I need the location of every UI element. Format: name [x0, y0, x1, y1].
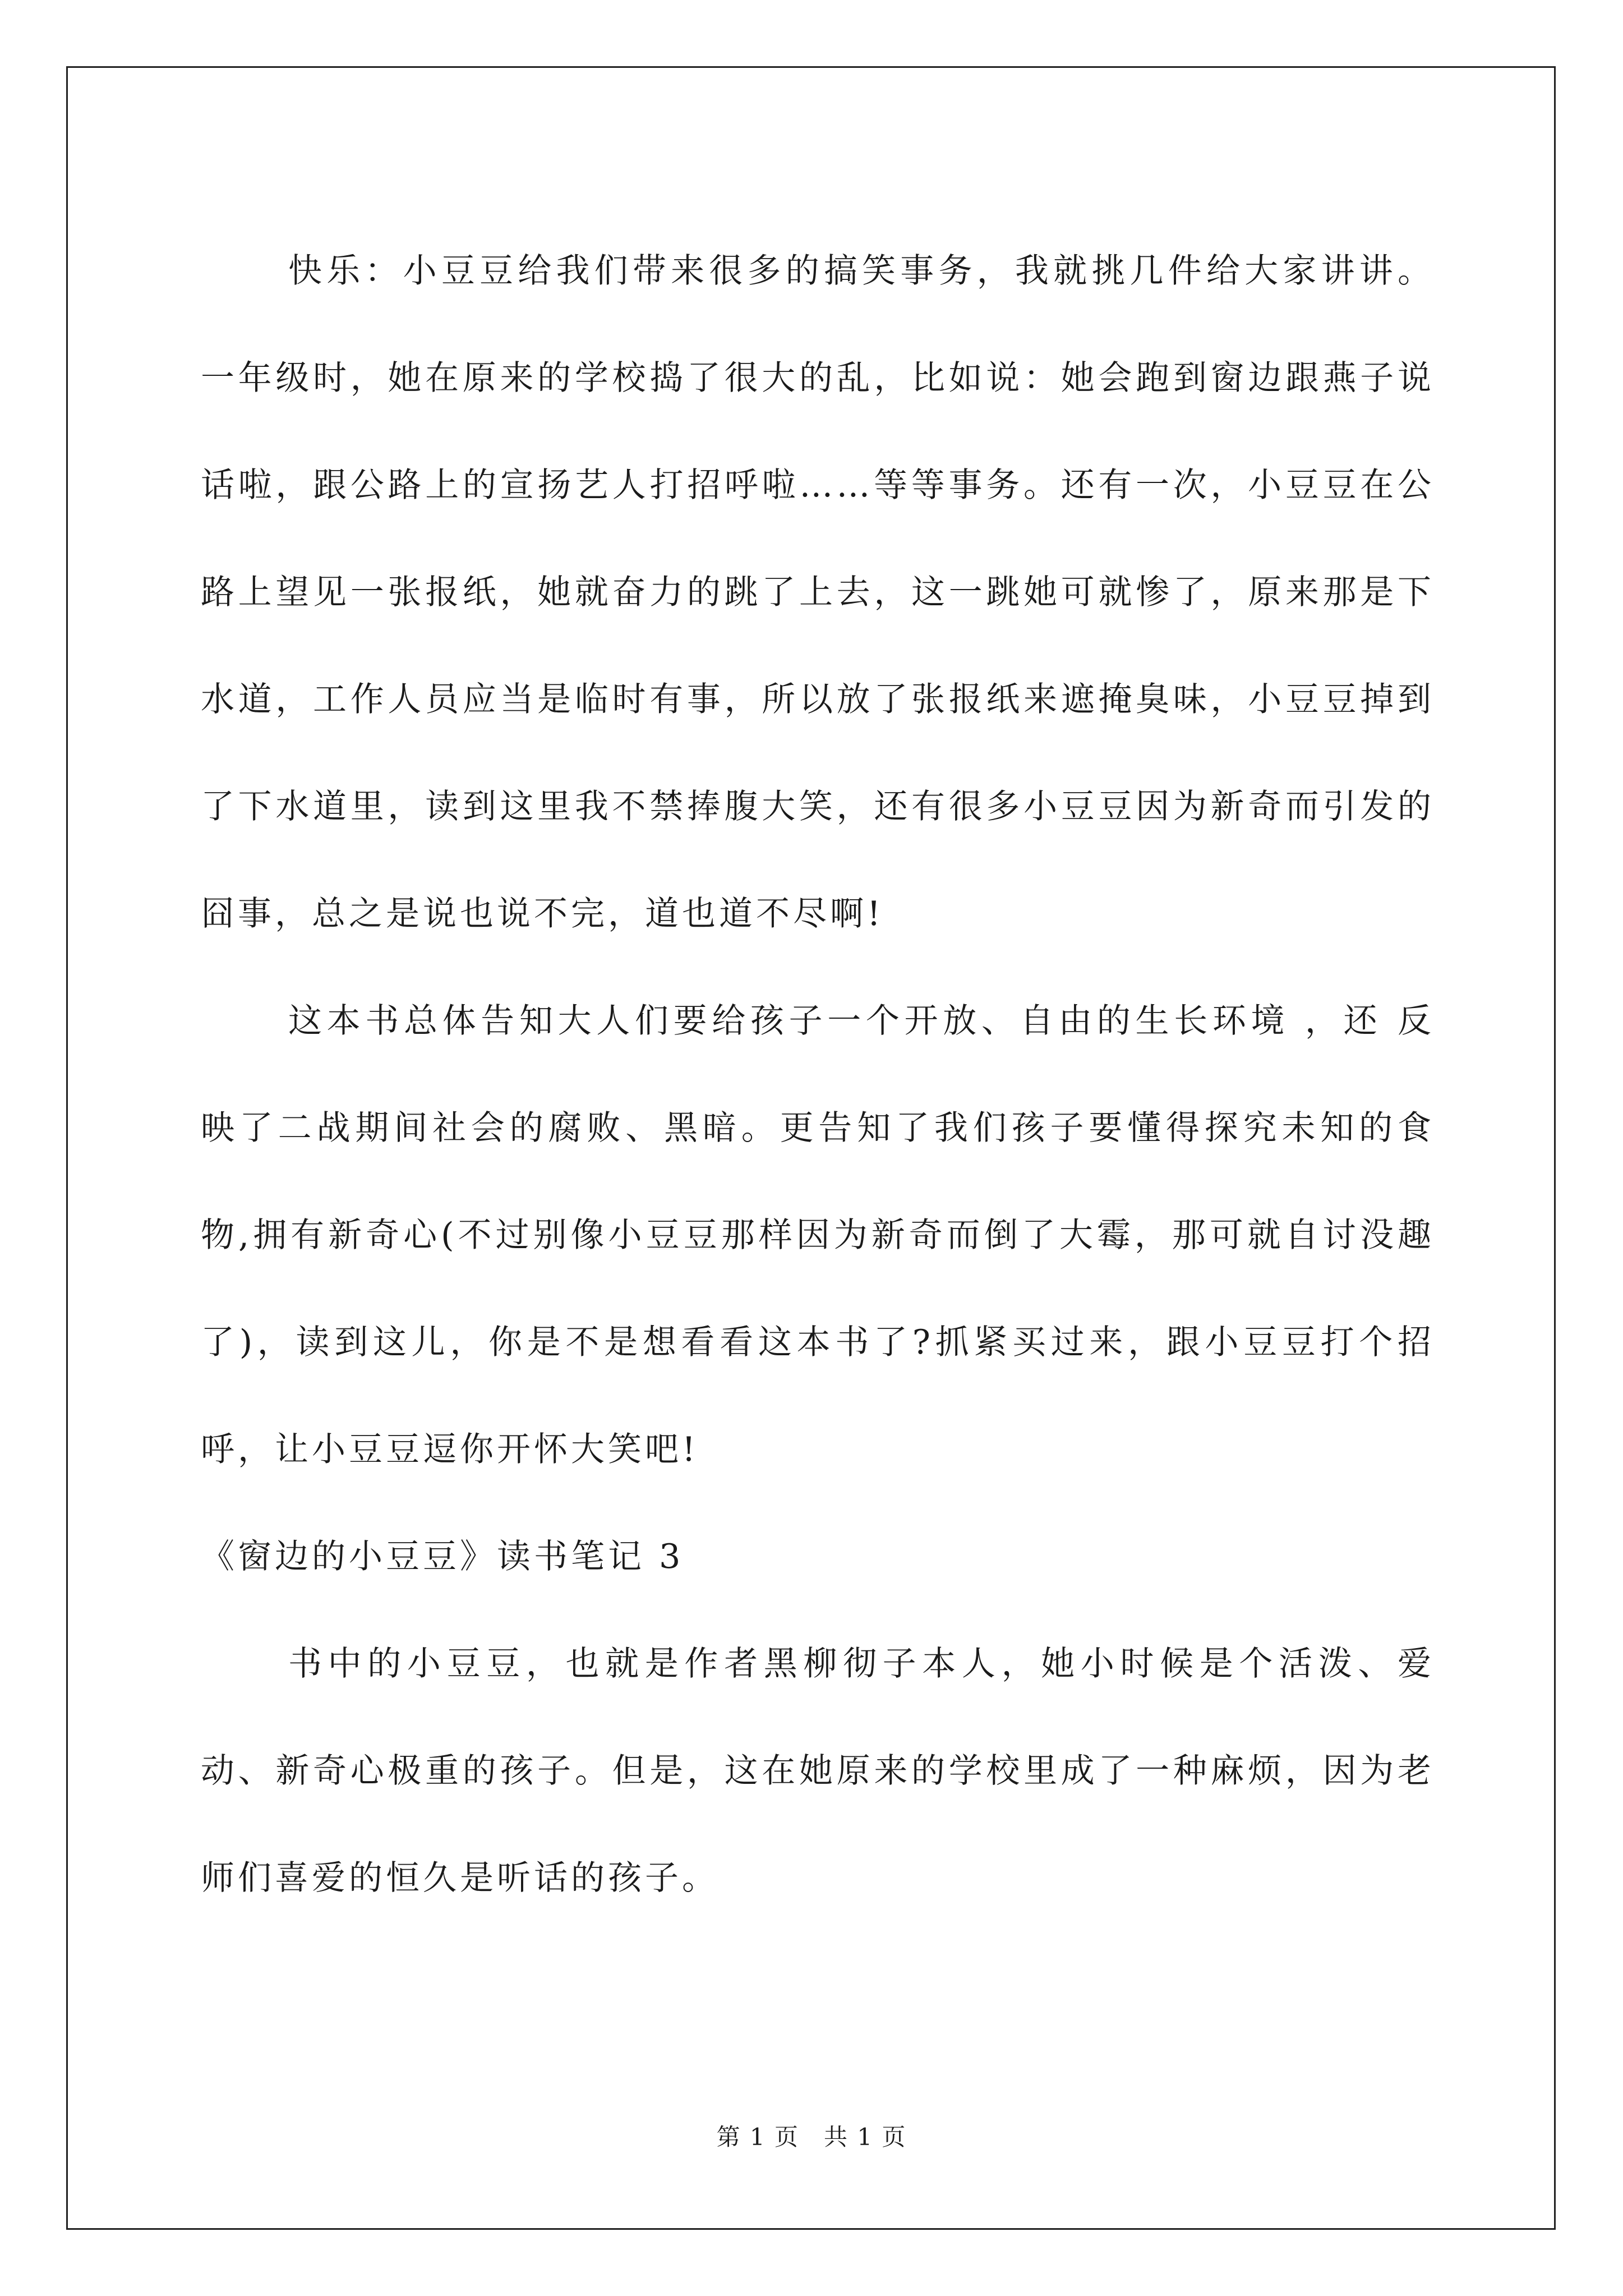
page-footer: 第 1 页 共 1 页	[716, 2123, 907, 2151]
section-heading: 《窗边的小豆豆》读书笔记 3	[201, 1537, 684, 1576]
paragraph-2: 这本书总体告知大人们要给孩子一个开放、自由的生长环境 ，还 反 映了二战期间社会的腐败、黑暗。更告知了我们孩子要懂得探究未知的食物,拥有新奇心(不过别像小豆豆那样因为新奇而倒了大霉，那可就自讨没趣了)，读到这儿，你是不是想看看这本书了?抓紧买过来，跟小豆豆打个招呼，让小豆豆逗你开怀大笑吧!	[201, 1001, 1435, 1469]
paragraph-1: 快乐：小豆豆给我们带来很多的搞笑事务，我就挑几件给大家讲讲。一年级时，她在原来的学校捣了很大的乱，比如说：她会跑到窗边跟燕子说话啦，跟公路上的宣扬艺人打招呼啦……等等事务。还有一次，小豆豆在公路上望见一张报纸，她就奋力的跳了上去，这一跳她可就惨了，原来那是下水道，工作人员应当是临时有事，所以放了张报纸来遮掩臭味，小豆豆掉到了下水道里，读到这里我不禁捧腹大笑，还有很多小豆豆因为新奇而引发的囧事，总之是说也说不完，道也道不尽啊!	[201, 251, 1435, 933]
document-body	[201, 218, 1435, 1932]
paragraph-3: 书中的小豆豆，也就是作者黑柳彻子本人，她小时候是个活泼、爱动、新奇心极重的孩子。但是，这在她原来的学校里成了一种麻烦，因为老师们喜爱的恒久是听话的孩子。	[201, 1644, 1435, 1898]
